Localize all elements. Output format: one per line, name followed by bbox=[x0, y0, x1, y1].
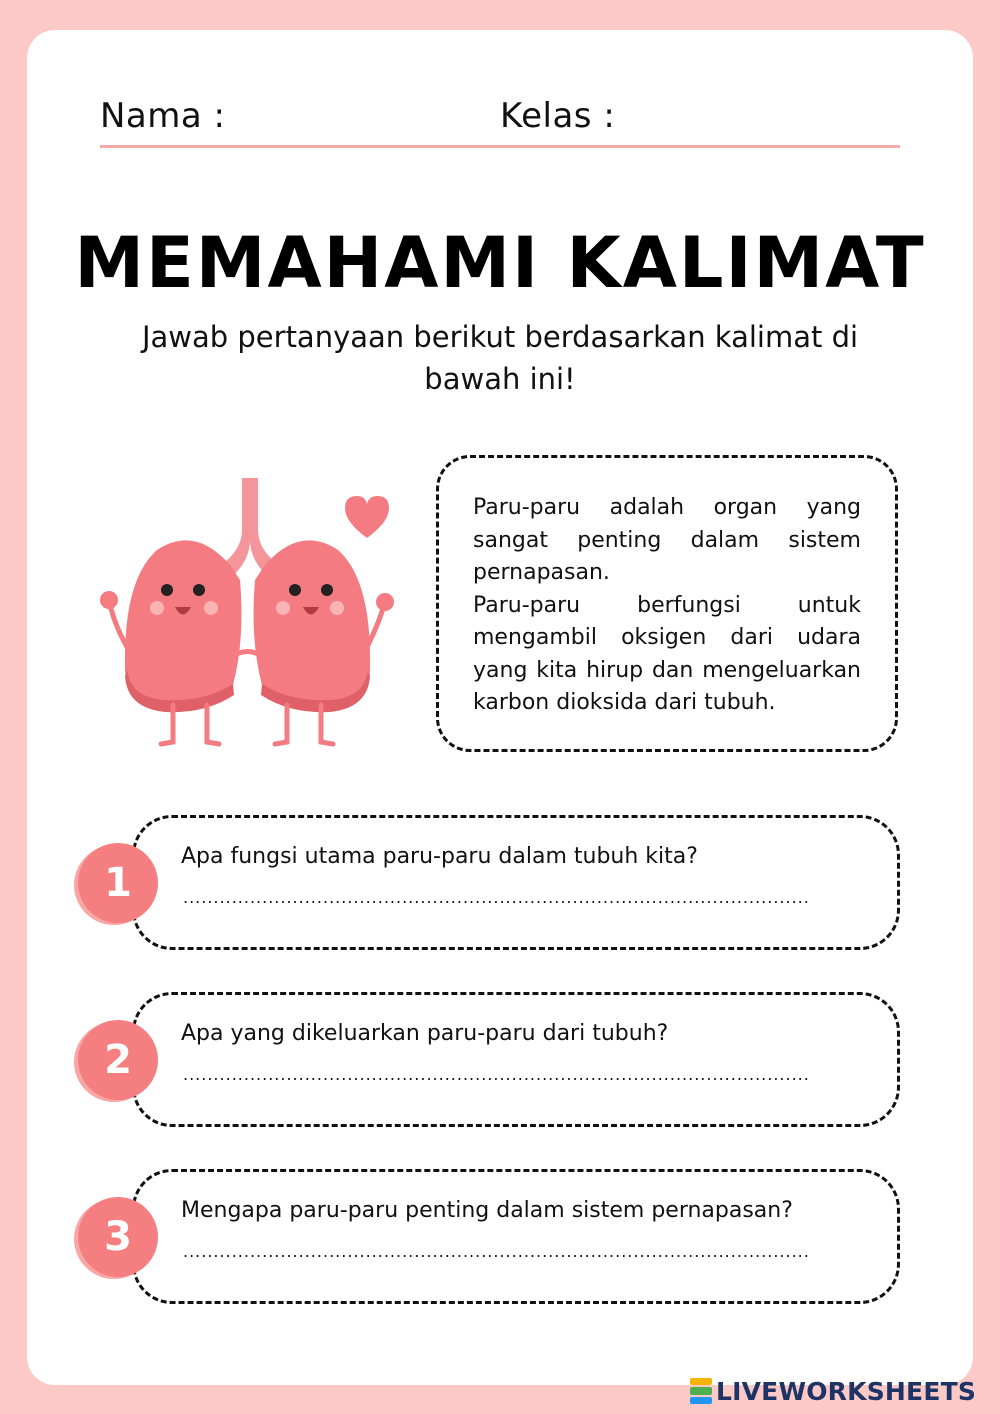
reading-passage bbox=[436, 455, 898, 752]
passage-sentence-2: Paru-paru berfungsi untuk mengambil oksigen dari udara yang kita hirup dan mengeluarkan karbon dioksida dari tubuh. bbox=[473, 592, 861, 715]
question-text: Apa fungsi utama paru-paru dalam tubuh kita? bbox=[181, 844, 698, 869]
liveworksheets-logo[interactable] bbox=[690, 1374, 976, 1408]
right-cheek-2 bbox=[330, 601, 344, 615]
right-lung bbox=[254, 540, 371, 702]
left-eye-1 bbox=[161, 584, 173, 596]
question-text: Apa yang dikeluarkan paru-paru dari tubuh? bbox=[181, 1021, 669, 1046]
right-cheek-1 bbox=[276, 601, 290, 615]
logo-text: LIVEWORKSHEETS bbox=[716, 1376, 977, 1406]
right-hand bbox=[376, 593, 394, 611]
holding-hands bbox=[235, 652, 260, 656]
left-hand bbox=[100, 591, 118, 609]
lungs-illustration bbox=[95, 470, 400, 770]
answer-field[interactable]: ....................................................................................................... bbox=[183, 1242, 810, 1261]
logo-badge-icon bbox=[690, 1378, 712, 1404]
question-number-badge: 2 bbox=[78, 1020, 158, 1100]
heart-icon bbox=[345, 496, 389, 538]
answer-field[interactable]: ....................................................................................................... bbox=[183, 888, 810, 907]
question-number-badge: 3 bbox=[78, 1197, 158, 1277]
badge-stripe bbox=[690, 1397, 712, 1404]
question-box-2 bbox=[132, 992, 900, 1127]
left-eye-2 bbox=[193, 584, 205, 596]
badge-stripe bbox=[690, 1378, 712, 1385]
right-eye-1 bbox=[289, 584, 301, 596]
left-lung bbox=[125, 540, 242, 702]
badge-stripe bbox=[690, 1387, 712, 1394]
page-title: MEMAHAMI KALIMAT bbox=[74, 222, 926, 304]
passage-sentence-1: Paru-paru adalah organ yang sangat penting dalam sistem pernapasan. bbox=[473, 495, 861, 585]
class-label: Kelas : bbox=[500, 96, 616, 136]
right-eye-2 bbox=[321, 584, 333, 596]
instructions: Jawab pertanyaan berikut berdasarkan kalimat di bawah ini! bbox=[141, 320, 859, 396]
question-box-3 bbox=[132, 1169, 900, 1304]
question-box-1 bbox=[132, 815, 900, 950]
leg-3 bbox=[275, 705, 287, 744]
question-text: Mengapa paru-paru penting dalam sistem pernapasan? bbox=[181, 1198, 793, 1223]
leg-2 bbox=[207, 705, 219, 744]
name-label: Nama : bbox=[100, 96, 226, 136]
answer-field[interactable]: ....................................................................................................... bbox=[183, 1065, 810, 1084]
question-number-badge: 1 bbox=[78, 843, 158, 923]
header-divider bbox=[100, 145, 900, 148]
left-cheek-1 bbox=[150, 601, 164, 615]
left-cheek-2 bbox=[204, 601, 218, 615]
